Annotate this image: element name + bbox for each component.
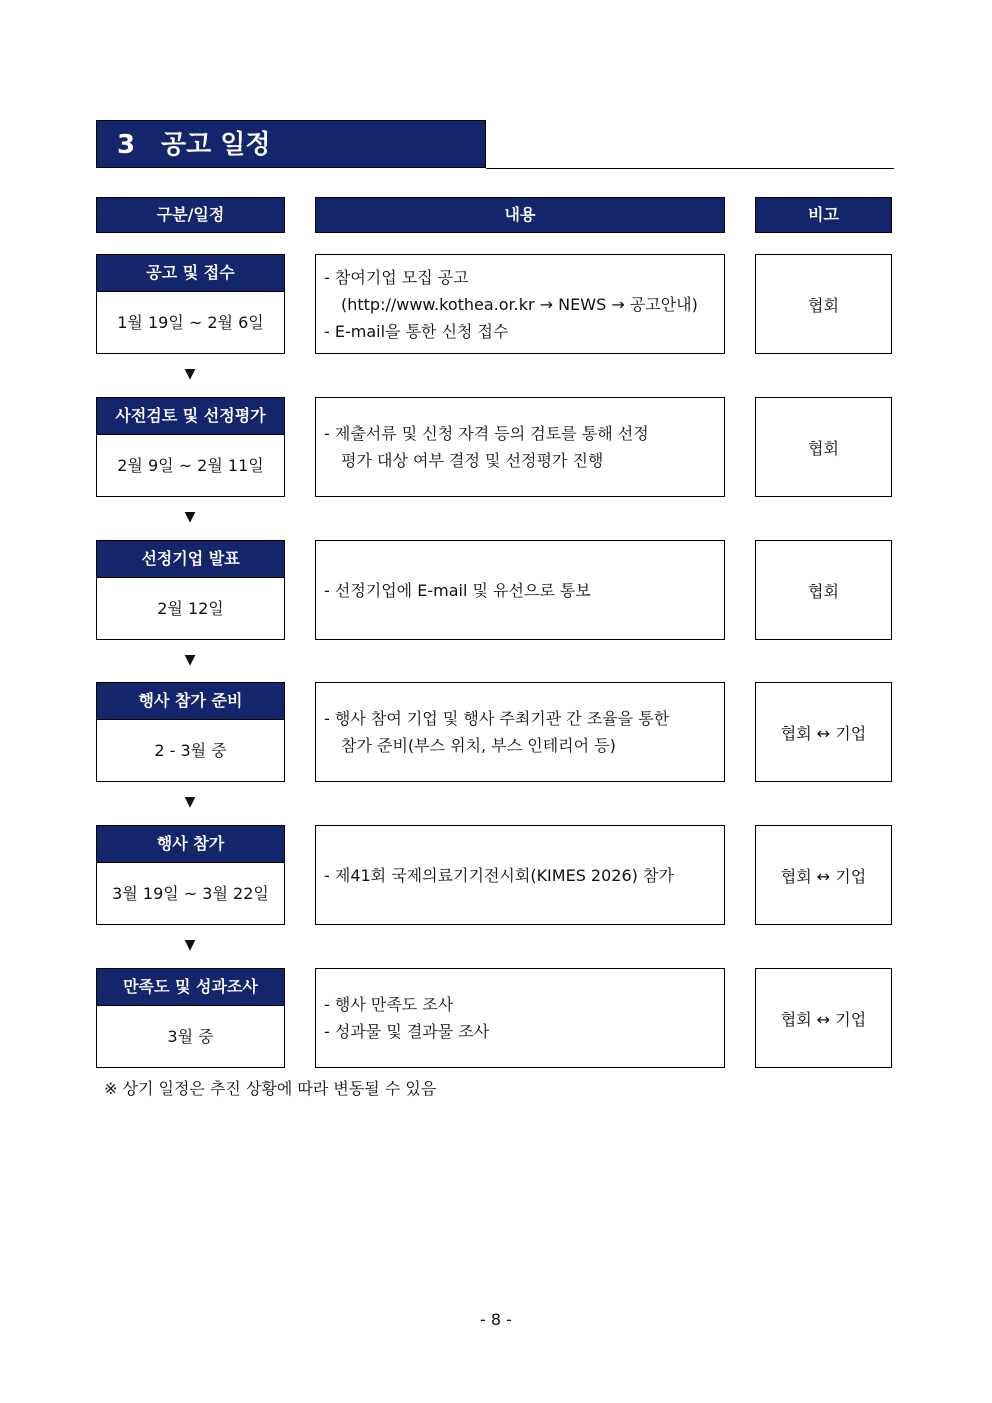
schedule-category — [96, 682, 285, 782]
schedule-content — [315, 682, 725, 782]
down-arrow-icon: ▼ — [184, 652, 196, 668]
page-number: - 8 - — [480, 1310, 512, 1329]
schedule-category — [96, 397, 285, 497]
schedule-content — [315, 540, 725, 640]
schedule-date: 2 - 3월 중 — [154, 741, 227, 760]
column-header-content: 내용 — [315, 197, 725, 233]
schedule-date: 3월 19일 ~ 3월 22일 — [112, 884, 269, 903]
section-number: 3 — [117, 130, 136, 160]
content-line: - 성과물 및 결과물 조사 — [324, 1022, 490, 1041]
content-line: - 참여기업 모집 공고 — [324, 267, 469, 287]
schedule-row — [0, 540, 992, 640]
schedule-note: 협회 — [755, 254, 892, 354]
schedule-row — [0, 397, 992, 497]
schedule-row — [0, 254, 992, 354]
schedule-category — [96, 540, 285, 640]
section-rule — [486, 168, 894, 169]
schedule-label: 선정기업 발표 — [97, 541, 284, 578]
schedule-note: 협회 — [755, 397, 892, 497]
content-line: (http://www.kothea.or.kr → NEWS → 공고안내) — [341, 294, 698, 314]
schedule-row — [0, 968, 992, 1068]
schedule-content — [315, 825, 725, 925]
content-line: - 선정기업에 E-mail 및 유선으로 통보 — [324, 580, 591, 600]
section-title-text: 공고 일정 — [161, 130, 271, 160]
schedule-note: 협회 ↔ 기업 — [755, 825, 892, 925]
content-line: - 행사 참여 기업 및 행사 주최기관 간 조율을 통한 — [324, 709, 670, 728]
schedule-note: 협회 — [755, 540, 892, 640]
content-line: 참가 준비(부스 위치, 부스 인테리어 등) — [341, 736, 616, 755]
section-header — [96, 120, 894, 170]
schedule-label: 행사 참가 — [97, 826, 284, 863]
schedule-note: 협회 ↔ 기업 — [755, 968, 892, 1068]
schedule-row — [0, 825, 992, 925]
schedule-content — [315, 968, 725, 1068]
schedule-label: 행사 참가 준비 — [97, 683, 284, 720]
schedule-label: 만족도 및 성과조사 — [97, 969, 284, 1006]
column-header-category: 구분/일정 — [96, 197, 285, 233]
down-arrow-icon: ▼ — [184, 794, 196, 810]
schedule-label: 사전검토 및 선정평가 — [97, 398, 284, 435]
schedule-date: 3월 중 — [167, 1027, 214, 1046]
content-line: 평가 대상 여부 결정 및 선정평가 진행 — [341, 451, 604, 470]
down-arrow-icon: ▼ — [184, 366, 196, 382]
schedule-content — [315, 254, 725, 354]
schedule-date: 2월 12일 — [157, 599, 224, 618]
column-header-note: 비고 — [755, 197, 892, 233]
down-arrow-icon: ▼ — [184, 509, 196, 525]
schedule-category — [96, 254, 285, 354]
down-arrow-icon: ▼ — [184, 937, 196, 953]
schedule-label: 공고 및 접수 — [97, 255, 284, 292]
schedule-row — [0, 682, 992, 782]
schedule-content — [315, 397, 725, 497]
footnote: ※ 상기 일정은 추진 상황에 따라 변동될 수 있음 — [104, 1079, 437, 1098]
section-title — [96, 120, 486, 168]
content-line: - 제출서류 및 신청 자격 등의 검토를 통해 선정 — [324, 424, 649, 443]
schedule-category — [96, 968, 285, 1068]
content-line: - E-mail을 통한 신청 접수 — [324, 321, 509, 341]
schedule-date: 1월 19일 ~ 2월 6일 — [117, 313, 264, 332]
content-line: - 제41회 국제의료기기전시회(KIMES 2026) 참가 — [324, 865, 674, 885]
content-line: - 행사 만족도 조사 — [324, 995, 454, 1014]
schedule-date: 2월 9일 ~ 2월 11일 — [117, 456, 264, 475]
schedule-note: 협회 ↔ 기업 — [755, 682, 892, 782]
schedule-category — [96, 825, 285, 925]
